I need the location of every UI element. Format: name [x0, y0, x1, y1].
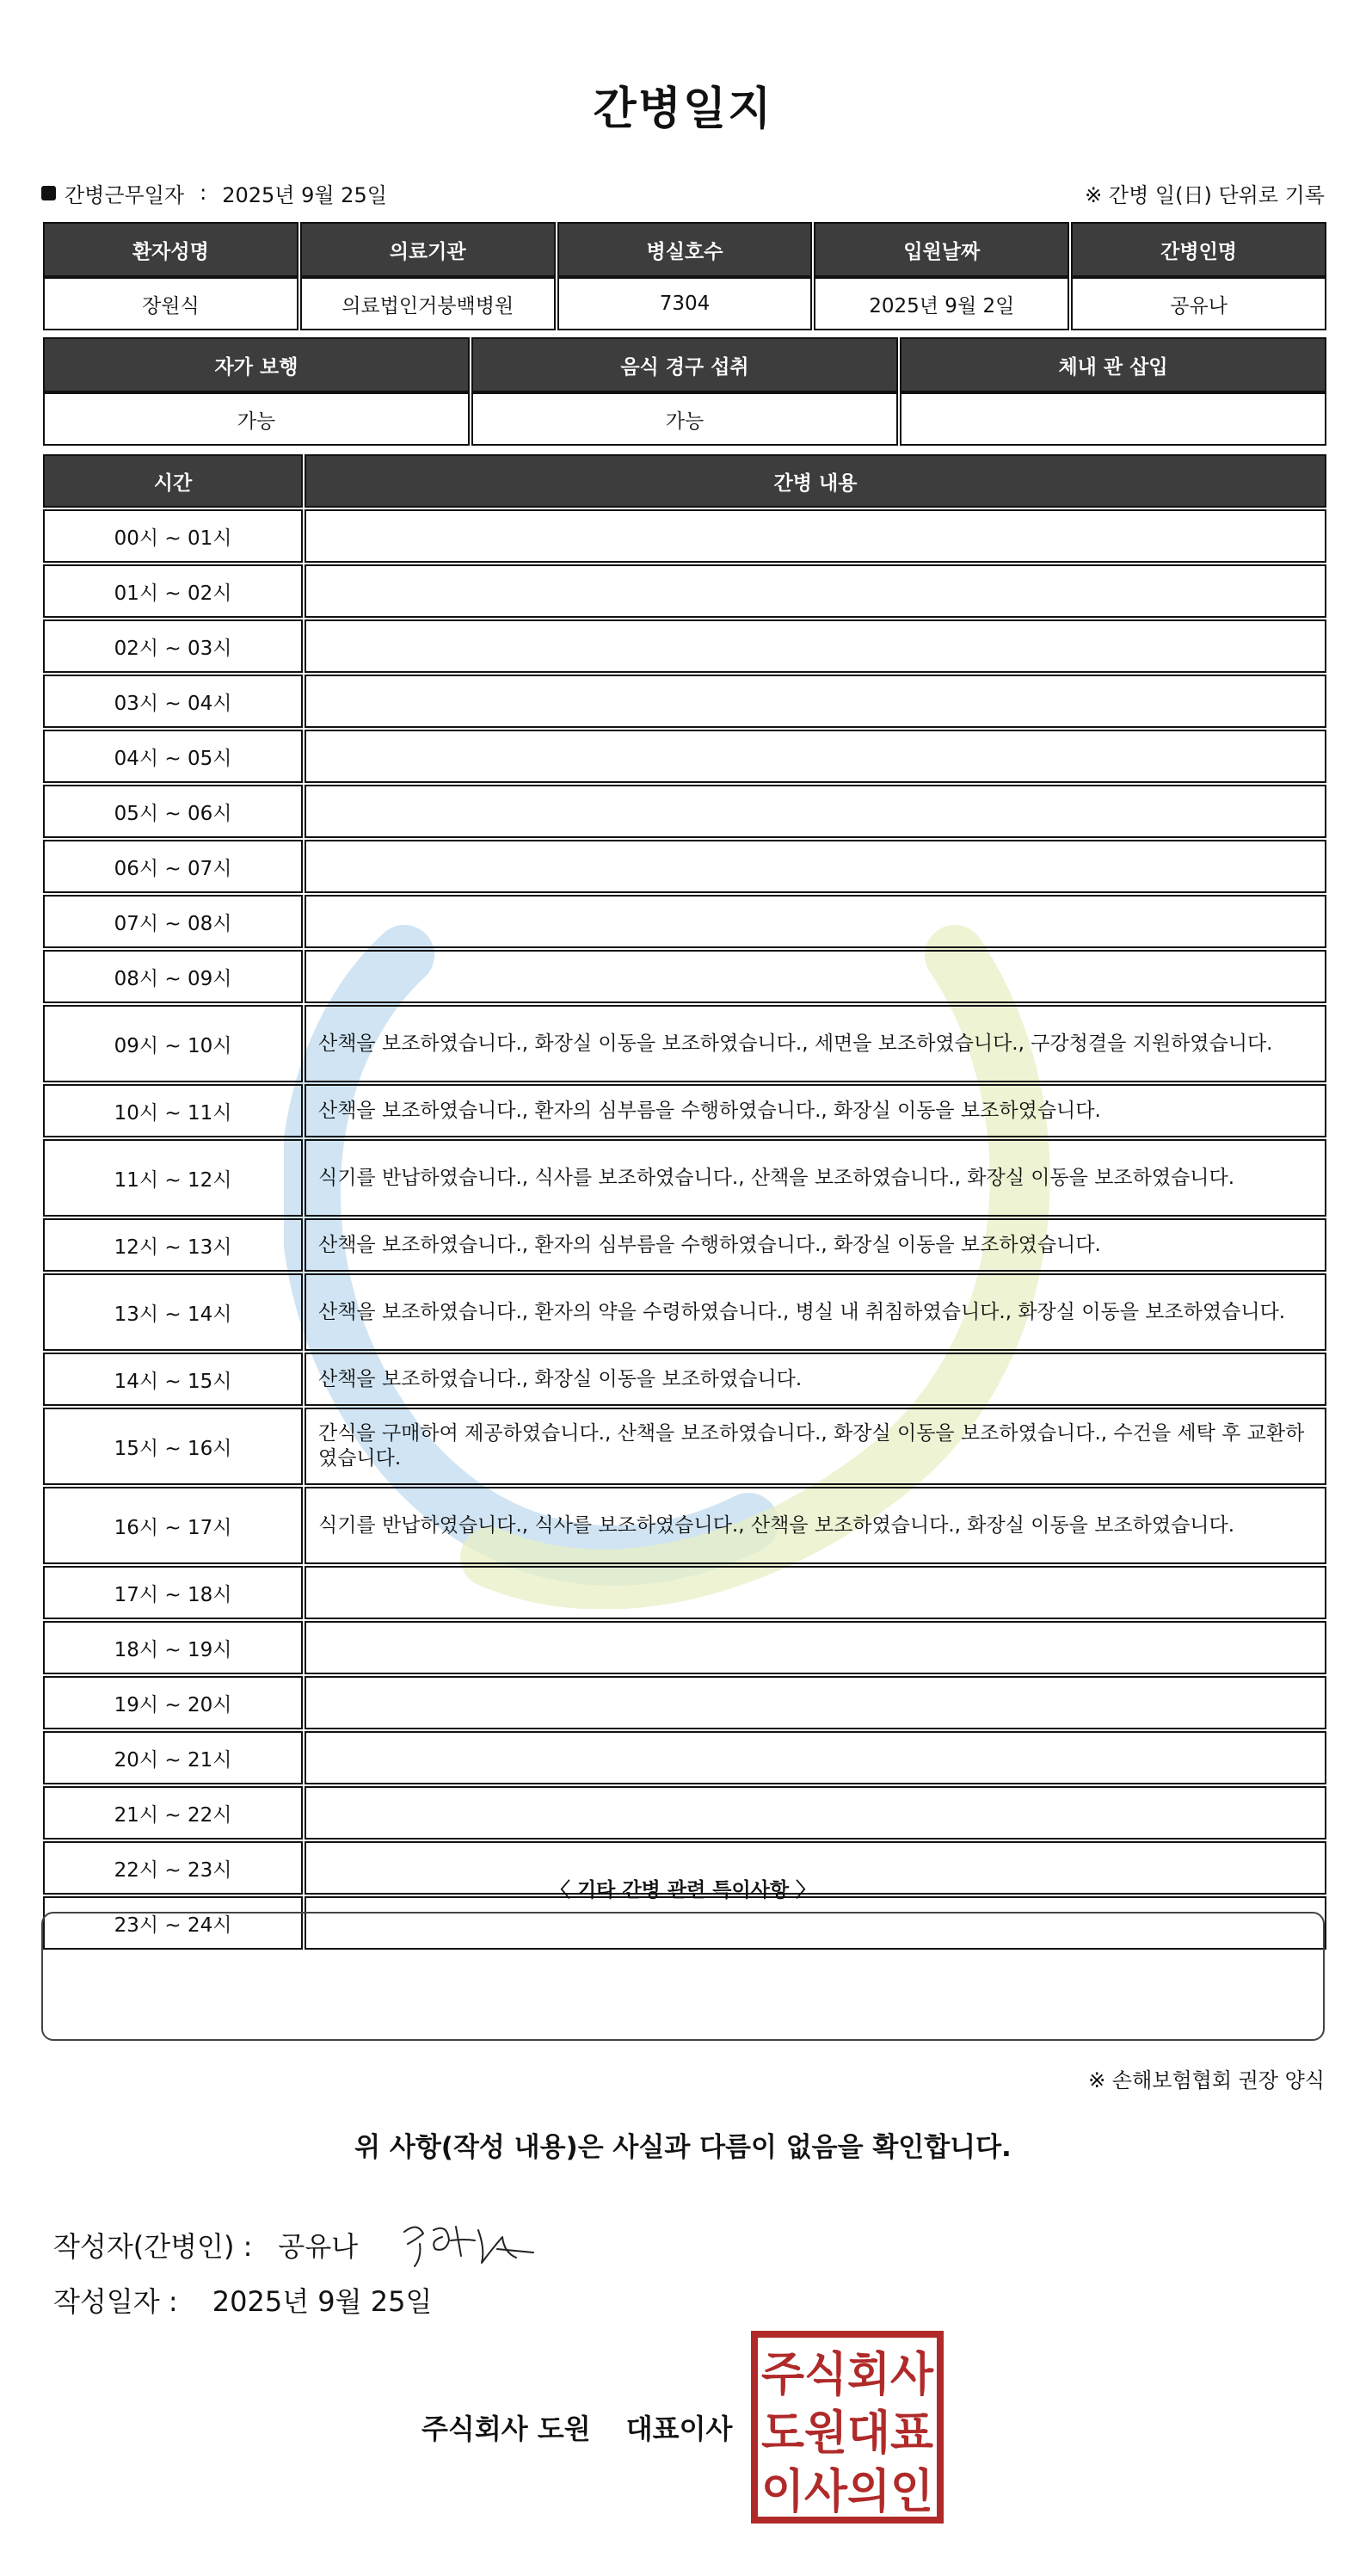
care-log-row — [43, 1218, 1326, 1272]
recommended-form-note: ※ 손해보험협회 권장 양식 — [1088, 2068, 1325, 2092]
care-log-row — [43, 1408, 1326, 1485]
room-number: 7304 — [557, 277, 813, 330]
care-log-content — [305, 785, 1326, 838]
care-log-time: 01시 ~ 02시 — [43, 564, 303, 618]
caregiver-name: 공유나 — [1071, 277, 1326, 330]
care-log-time: 16시 ~ 17시 — [43, 1487, 303, 1564]
care-log-content — [305, 564, 1326, 618]
header-admission-date: 입원날짜 — [814, 222, 1069, 277]
care-log-time: 22시 ~ 23시 — [43, 1841, 303, 1895]
work-date — [41, 178, 387, 208]
care-log-row — [43, 1731, 1326, 1784]
care-log-content: 산책을 보조하였습니다., 화장실 이동을 보조하였습니다. — [305, 1353, 1326, 1406]
care-log-row — [43, 950, 1326, 1003]
care-log-header-row — [43, 454, 1326, 508]
record-unit-note: ※ 간병 일(日) 단위로 기록 — [1085, 182, 1325, 207]
seal-line-2: 도원대표 — [761, 2406, 933, 2460]
header-hospital: 의료기관 — [300, 222, 556, 277]
care-log-time: 17시 ~ 18시 — [43, 1566, 303, 1619]
header-room-number: 병실호수 — [557, 222, 813, 277]
care-log-row — [43, 1353, 1326, 1406]
confirmation-statement: 위 사항(작성 내용)은 사실과 다름이 없음을 확인합니다. — [354, 2132, 1012, 2163]
admission-date: 2025년 9월 2일 — [814, 277, 1069, 330]
header-patient-name: 환자성명 — [43, 222, 298, 277]
care-log-time: 02시 ~ 03시 — [43, 619, 303, 673]
hospital-name: 의료법인거붕백병원 — [300, 277, 556, 330]
bullet-square-icon — [41, 186, 56, 200]
care-log-time: 13시 ~ 14시 — [43, 1273, 303, 1351]
header-care-content: 간병 내용 — [305, 454, 1326, 508]
care-log-row — [43, 675, 1326, 728]
header-tube-insertion: 체내 관 삽입 — [900, 337, 1326, 392]
care-log-content — [305, 730, 1326, 783]
care-log-row — [43, 785, 1326, 838]
company-name: 주식회사 도원 — [421, 2413, 591, 2445]
care-log-time: 07시 ~ 08시 — [43, 895, 303, 948]
care-log-row — [43, 1621, 1326, 1674]
care-log-row — [43, 840, 1326, 893]
care-log-time: 11시 ~ 12시 — [43, 1139, 303, 1217]
care-log-content — [305, 1621, 1326, 1674]
care-log-row — [43, 895, 1326, 948]
tube-insertion-value — [900, 392, 1326, 446]
seal-line-3: 이사의인 — [761, 2464, 933, 2518]
care-log-time: 00시 ~ 01시 — [43, 509, 303, 563]
care-log-content — [305, 1566, 1326, 1619]
patient-status-value-row — [43, 392, 1326, 446]
work-date-separator: : — [200, 181, 207, 205]
work-date-row — [41, 177, 1325, 208]
patient-info-value-row — [43, 277, 1326, 330]
care-log-row — [43, 1273, 1326, 1351]
care-log-time: 08시 ~ 09시 — [43, 950, 303, 1003]
patient-status-table — [41, 337, 1328, 446]
written-date-row — [53, 2280, 432, 2320]
oral-intake-value: 가능 — [471, 392, 898, 446]
care-log-row — [43, 509, 1326, 563]
seal-line-1: 주식회사 — [761, 2347, 934, 2401]
care-log-row — [43, 1566, 1326, 1619]
writer-name: 공유나 — [278, 2230, 359, 2263]
care-log-content — [305, 895, 1326, 948]
notes-box — [41, 1912, 1325, 2041]
care-log-table — [41, 453, 1328, 1951]
patient-name: 장원식 — [43, 277, 298, 330]
care-log-content — [305, 675, 1326, 728]
care-log-content — [305, 509, 1326, 563]
header-time: 시간 — [43, 454, 303, 508]
care-log-content — [305, 1786, 1326, 1840]
care-log-time: 12시 ~ 13시 — [43, 1218, 303, 1272]
care-log-time: 09시 ~ 10시 — [43, 1005, 303, 1082]
written-date-label: 작성일자 : — [53, 2285, 178, 2318]
care-log-row — [43, 1084, 1326, 1137]
header-oral-intake: 음식 경구 섭취 — [471, 337, 898, 392]
care-log-time: 19시 ~ 20시 — [43, 1676, 303, 1729]
company-seal-icon — [750, 2330, 945, 2524]
notes-title: 〈 기타 간병 관련 특이사항 〉 — [550, 1879, 816, 1901]
care-log-time: 14시 ~ 15시 — [43, 1353, 303, 1406]
care-log-row — [43, 1487, 1326, 1564]
patient-info-header-row — [43, 222, 1326, 277]
care-log-content: 산책을 보조하였습니다., 환자의 심부름을 수행하였습니다., 화장실 이동을 보조하였습니다. — [305, 1218, 1326, 1272]
care-log-time: 03시 ~ 04시 — [43, 675, 303, 728]
written-date-value: 2025년 9월 25일 — [212, 2285, 433, 2318]
care-log-content: 식기를 반납하였습니다., 식사를 보조하였습니다., 산책을 보조하였습니다., 화장실 이동을 보조하였습니다. — [305, 1487, 1326, 1564]
care-log-content: 산책을 보조하였습니다., 화장실 이동을 보조하였습니다., 세면을 보조하였습니다., 구강청결을 지원하였습니다. — [305, 1005, 1326, 1082]
self-walking-value: 가능 — [43, 392, 470, 446]
care-log-time: 23시 ~ 24시 — [43, 1896, 303, 1950]
signature-icon — [396, 2215, 542, 2275]
care-log-content: 산책을 보조하였습니다., 환자의 심부름을 수행하였습니다., 화장실 이동을 보조하였습니다. — [305, 1084, 1326, 1137]
care-log-time: 20시 ~ 21시 — [43, 1731, 303, 1784]
care-log-time: 10시 ~ 11시 — [43, 1084, 303, 1137]
care-log-time: 06시 ~ 07시 — [43, 840, 303, 893]
care-log-time: 21시 ~ 22시 — [43, 1786, 303, 1840]
care-log-content — [305, 1731, 1326, 1784]
care-log-content: 산책을 보조하였습니다., 환자의 약을 수령하였습니다., 병실 내 취침하였습니다., 화장실 이동을 보조하였습니다. — [305, 1273, 1326, 1351]
care-log-content — [305, 950, 1326, 1003]
company-signature-line — [421, 2407, 732, 2447]
patient-info-table — [41, 222, 1328, 330]
care-log-row — [43, 564, 1326, 618]
company-ceo-title: 대표이사 — [625, 2413, 733, 2445]
writer-row — [53, 2215, 542, 2275]
care-log-content: 식기를 반납하였습니다., 식사를 보조하였습니다., 산책을 보조하였습니다., 화장실 이동을 보조하였습니다. — [305, 1139, 1326, 1217]
work-date-label: 간병근무일자 — [65, 182, 185, 207]
care-log-time: 04시 ~ 05시 — [43, 730, 303, 783]
care-log-row — [43, 1139, 1326, 1217]
care-log-content — [305, 619, 1326, 673]
care-log-time: 15시 ~ 16시 — [43, 1408, 303, 1485]
writer-label: 작성자(간병인) : — [53, 2230, 253, 2263]
header-self-walking: 자가 보행 — [43, 337, 470, 392]
care-log-row — [43, 1005, 1326, 1082]
patient-status-header-row — [43, 337, 1326, 392]
care-log-row — [43, 1786, 1326, 1840]
care-log-content — [305, 1676, 1326, 1729]
page-title: 간병일지 — [593, 83, 773, 135]
header-caregiver-name: 간병인명 — [1071, 222, 1326, 277]
care-log-content — [305, 840, 1326, 893]
care-log-content: 간식을 구매하여 제공하였습니다., 산책을 보조하였습니다., 화장실 이동을 보조하였습니다., 수건을 세탁 후 교환하였습니다. — [305, 1408, 1326, 1485]
work-date-value: 2025년 9월 25일 — [222, 182, 387, 207]
care-log-time: 18시 ~ 19시 — [43, 1621, 303, 1674]
care-log-row — [43, 619, 1326, 673]
care-log-row — [43, 1676, 1326, 1729]
care-log-body — [43, 509, 1326, 1950]
care-log-row — [43, 730, 1326, 783]
care-log-time: 05시 ~ 06시 — [43, 785, 303, 838]
